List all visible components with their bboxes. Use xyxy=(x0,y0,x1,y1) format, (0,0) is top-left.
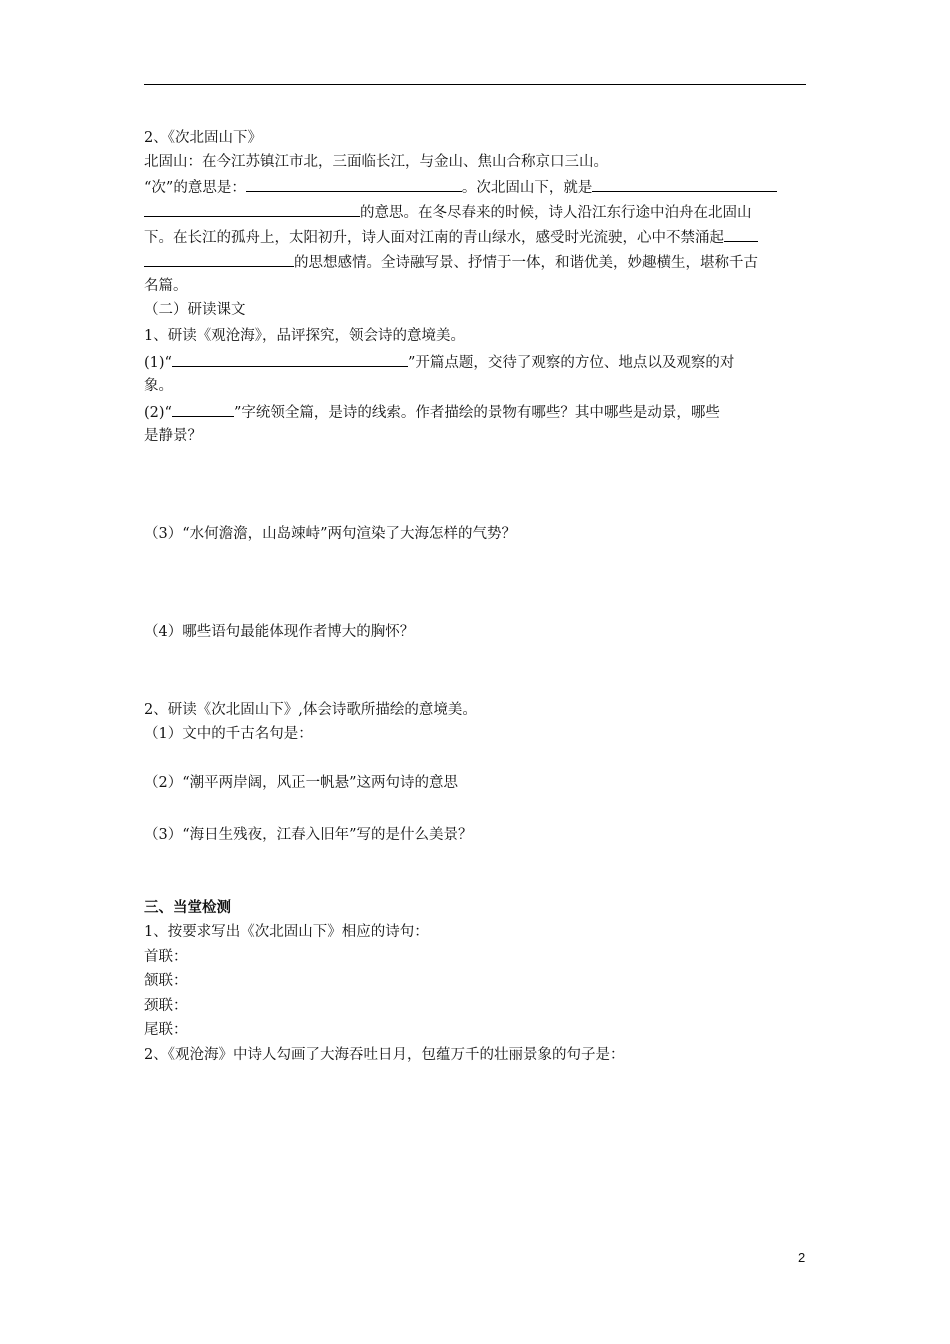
beigushan-note: 北固山：在今江苏镇江市北，三面临长江，与金山、焦山合称京口三山。 xyxy=(144,154,608,170)
ci-meaning-line-5: 名篇。 xyxy=(144,278,188,294)
t1-item-hanlian: 颔联： xyxy=(144,973,188,989)
ci-meaning-line-3 xyxy=(144,226,758,248)
t1-item-jinglian: 颈联： xyxy=(144,998,188,1014)
t1-item-shoulian: 首联： xyxy=(144,949,188,965)
q1-2-cont: 是静景？ xyxy=(144,428,202,444)
ci-meaning-line-4 xyxy=(144,251,758,273)
q1-2 xyxy=(144,401,720,423)
q1-4: （4）哪些语句最能体现作者博大的胸怀？ xyxy=(144,624,415,640)
q1-2-suffix: ”字统领全篇，是诗的线索。作者描绘的景物有哪些？其中哪些是动景，哪些 xyxy=(233,405,720,421)
ci-middle: 。次北固山下，就是 xyxy=(461,180,593,196)
q2-2: （2）“潮平两岸阔，风正一帆悬”这两句诗的意思 xyxy=(144,775,459,791)
q1-1-prefix: (1)“ xyxy=(144,355,172,371)
ci-prefix: “次”的意思是： xyxy=(144,180,246,196)
ci-meaning-line-2 xyxy=(144,201,752,223)
study-heading: （二）研读课文 xyxy=(144,302,246,318)
test-heading: 三、当堂检测 xyxy=(144,900,231,916)
feeling-blank-a[interactable] xyxy=(724,226,758,242)
t1-title: 1、按要求写出《次北固山下》相应的诗句： xyxy=(144,924,429,940)
q2-1: （1）文中的千古名句是： xyxy=(144,726,313,742)
ci-meaning-blank[interactable] xyxy=(246,176,462,192)
q1-1-suffix: ”开篇点题，交待了观察的方位、地点以及观察的对 xyxy=(407,355,735,371)
page-number: 2 xyxy=(798,1250,806,1265)
t1-item-weilian: 尾联： xyxy=(144,1022,188,1038)
ci-title-blank-a[interactable] xyxy=(592,176,777,192)
q2-title: 2、研读《次北固山下》,体会诗歌所描绘的意境美。 xyxy=(144,702,477,718)
q1-1-cont: 象。 xyxy=(144,378,173,394)
feeling-blank-b[interactable] xyxy=(144,251,294,267)
header-rule xyxy=(144,84,806,85)
ci-title-blank-b[interactable] xyxy=(144,201,360,217)
q2-3: （3）“海日生残夜，江春入旧年”写的是什么美景？ xyxy=(144,827,473,843)
q1-1 xyxy=(144,351,734,373)
t2-title: 2、《观沧海》中诗人勾画了大海吞吐日月，包蕴万千的壮丽景象的句子是： xyxy=(144,1047,625,1063)
q1-1-blank[interactable] xyxy=(172,351,408,367)
q1-3: （3）“水何澹澹，山岛竦峙”两句渲染了大海怎样的气势？ xyxy=(144,526,517,542)
q1-2-prefix: (2)“ xyxy=(144,405,172,421)
q1-title: 1、研读《观沧海》，品评探究，领会诗的意境美。 xyxy=(144,328,465,344)
section-title: 2、《次北固山下》 xyxy=(144,130,262,146)
ci-end: 的意思。在冬尽春来的时候，诗人沿江东行途中泊舟在北固山 xyxy=(360,205,752,221)
ci-line2-text: 下。在长江的孤舟上，太阳初升，诗人面对江南的青山绿水，感受时光流驶，心中不禁涌起 xyxy=(144,230,724,246)
q1-2-blank[interactable] xyxy=(172,401,234,417)
ci-line3-text: 的思想感情。全诗融写景、抒情于一体，和谐优美，妙趣横生，堪称千古 xyxy=(294,255,758,271)
ci-meaning-line xyxy=(144,176,777,198)
